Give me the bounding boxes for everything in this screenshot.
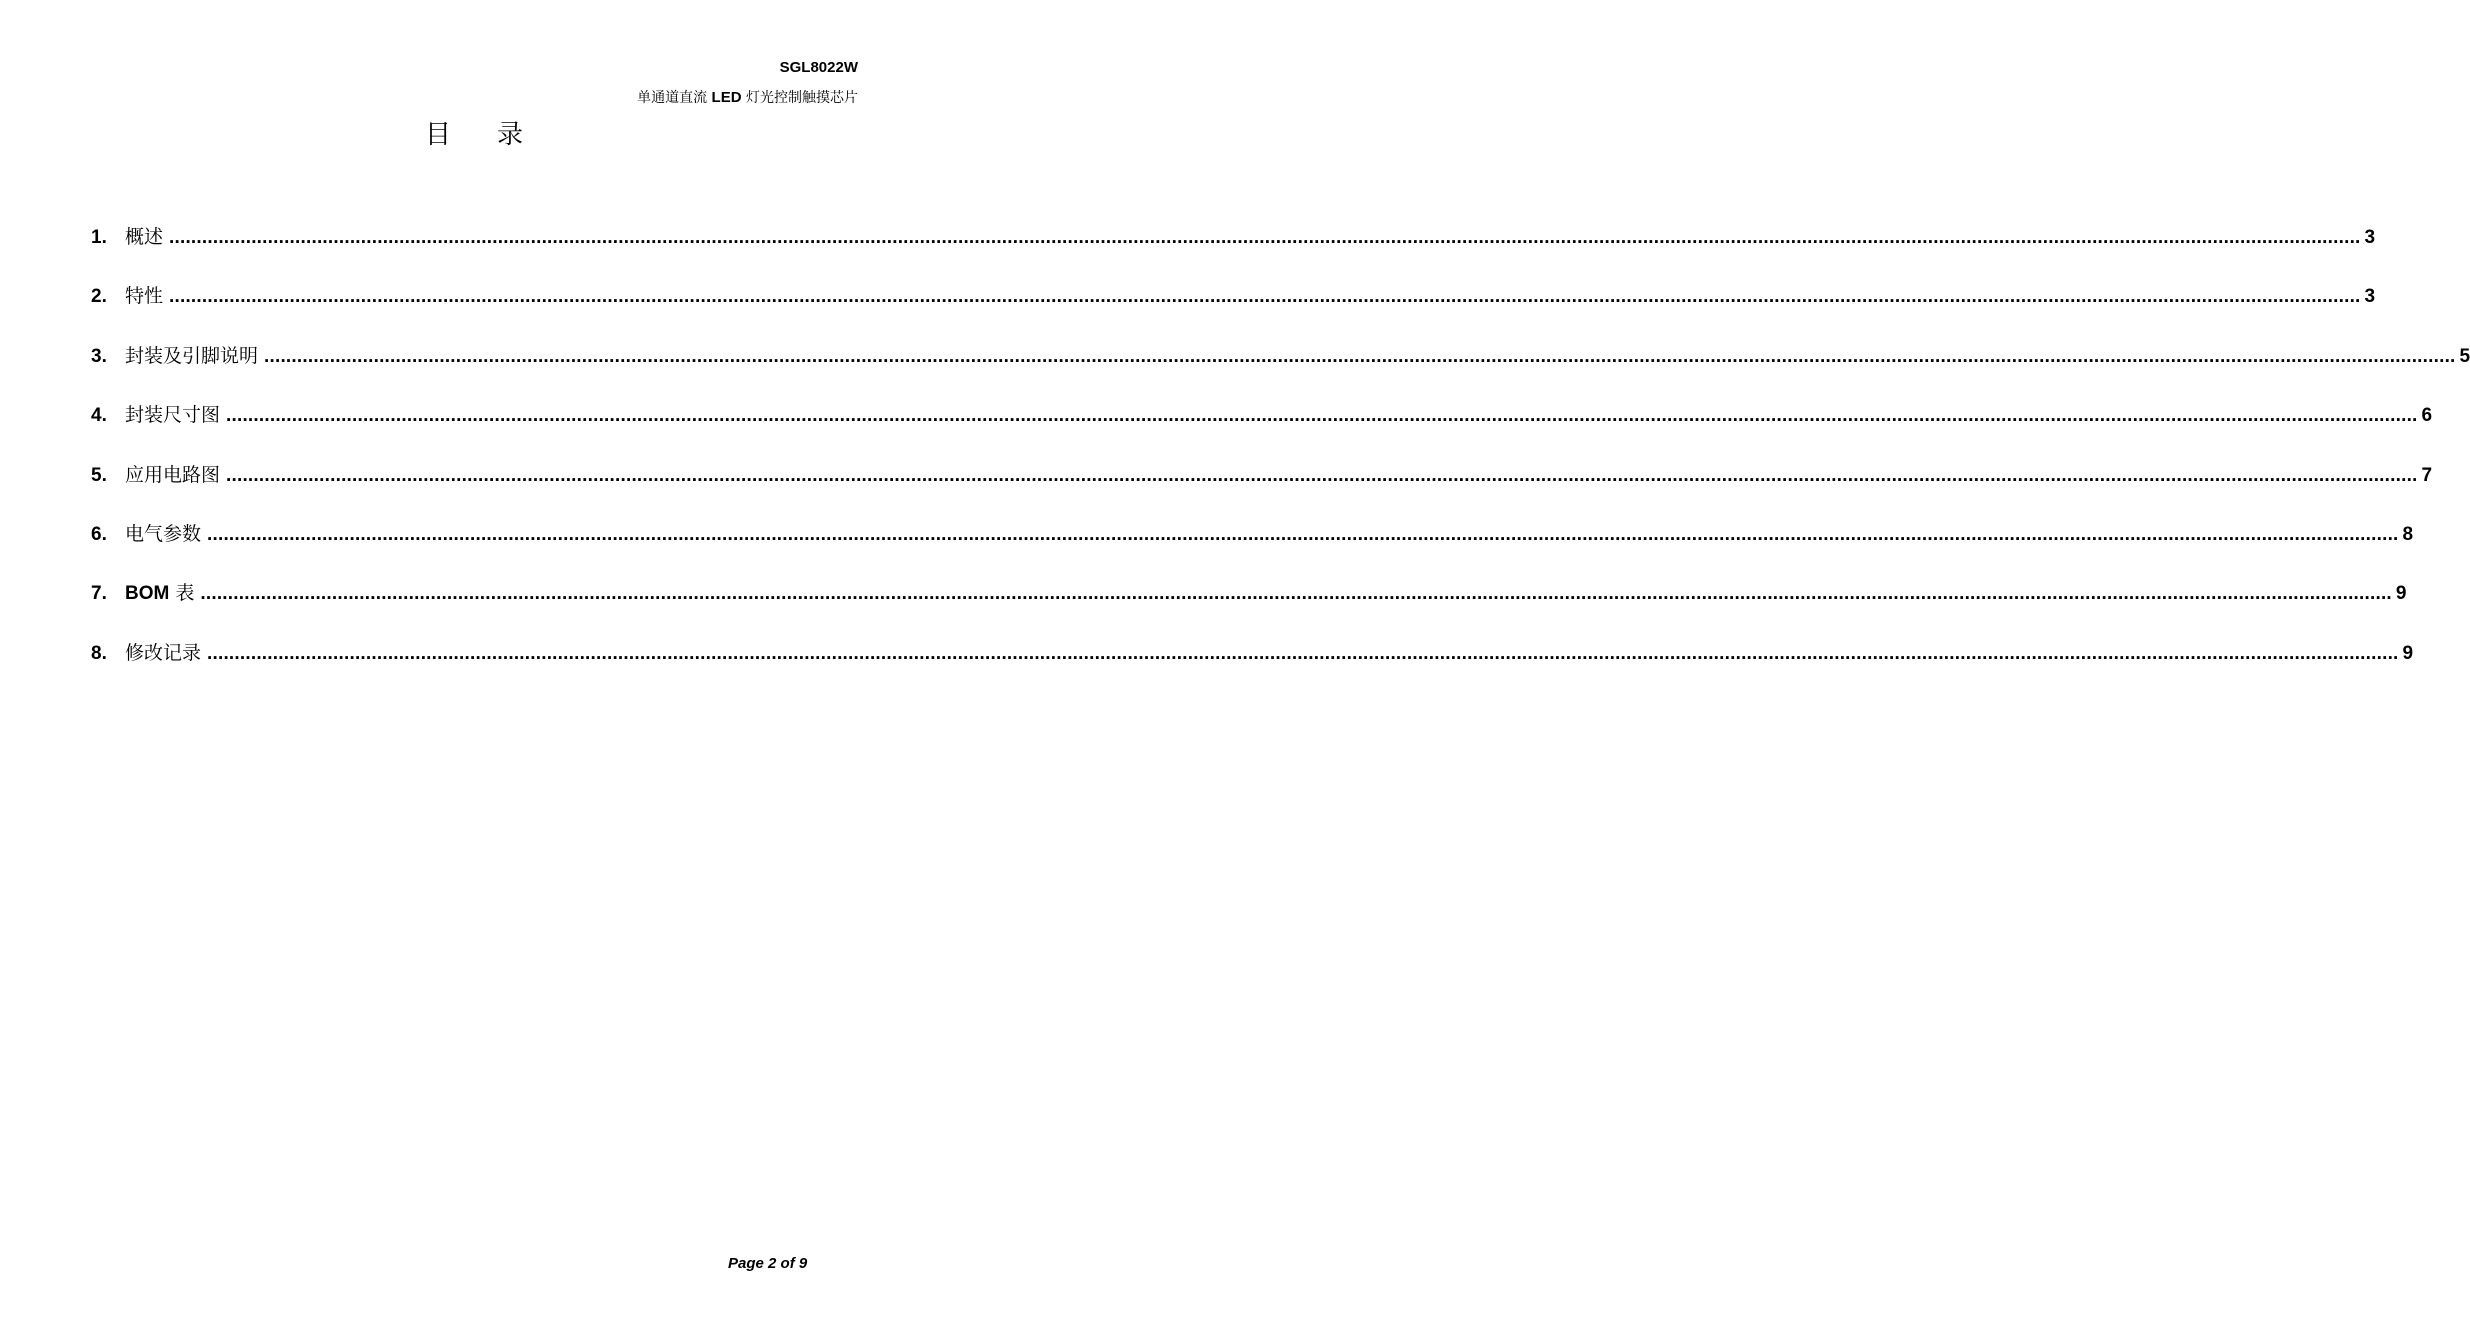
toc-entry-number: 8. — [91, 642, 107, 664]
toc-entry-label — [125, 578, 194, 609]
toc-entry-label-text: 概述 — [125, 226, 164, 248]
toc-entry-page: 3 — [2364, 227, 2376, 248]
toc-leader-dots: ................................................................................................................................................................................................................................................................................................................................................................................................................ — [200, 583, 2392, 605]
toc-leader-dots: ................................................................................................................................................................................................................................................................................................................................................................................................................ — [226, 405, 2418, 427]
toc-entry-label-text: 特性 — [125, 285, 164, 308]
toc-entry[interactable] — [91, 400, 2433, 459]
toc-entry-page: 6 — [2421, 405, 2433, 427]
toc-entry-label-text: 电气参数 — [125, 522, 202, 545]
description-latin: LED — [711, 89, 742, 106]
toc-entry[interactable] — [91, 460, 2433, 519]
toc-entry-label-text: 应用电路图 — [125, 463, 221, 486]
toc-entry-label — [125, 281, 163, 311]
toc-entry-number: 4. — [91, 405, 107, 427]
toc-entry[interactable] — [91, 222, 2376, 281]
product-description — [637, 88, 858, 108]
toc-entry-label-text: 封装及引脚说明 — [125, 344, 259, 367]
toc-entry-label-text: 封装尺寸图 — [125, 404, 221, 427]
toc-entry-label-text: 表 — [175, 582, 195, 605]
description-suffix: 灯光控制触摸芯片 — [746, 90, 858, 106]
toc-leader-dots: ................................................................................................................................................................................................................................................................................................................................................................................................................ — [207, 642, 2399, 664]
description-prefix: 单通道直流 — [637, 90, 708, 106]
toc-entry[interactable] — [91, 281, 2376, 340]
toc-entry-page: 9 — [2402, 642, 2414, 664]
toc-entry-label-latin: BOM — [125, 583, 170, 605]
toc-entry-page: 7 — [2421, 464, 2433, 486]
toc-entry-number: 6. — [91, 523, 107, 545]
page-number: Page 2 of 9 — [728, 1255, 808, 1272]
toc-entry-label — [125, 341, 258, 371]
toc-entry-number: 3. — [91, 345, 107, 367]
toc-leader-dots: ................................................................................................................................................................................................................................................................................................................................................................................................................ — [169, 227, 2361, 248]
toc-title-char-2: 录 — [497, 120, 526, 150]
toc-entry-label — [125, 400, 220, 430]
toc-entry[interactable] — [91, 578, 2407, 637]
product-code: SGL8022W — [779, 59, 858, 76]
toc-entry-label — [125, 519, 201, 549]
toc-entry-number: 5. — [91, 464, 107, 486]
toc-entry-page: 8 — [2402, 523, 2414, 545]
toc-entry-page: 9 — [2395, 583, 2407, 605]
toc-entry-label — [125, 222, 163, 252]
toc-entry-number: 2. — [91, 286, 107, 308]
table-of-contents — [91, 222, 2470, 697]
toc-entry-page: 3 — [2364, 286, 2376, 308]
toc-entry[interactable] — [91, 341, 2470, 400]
toc-title-char-1: 目 — [424, 120, 453, 150]
toc-leader-dots: ................................................................................................................................................................................................................................................................................................................................................................................................................ — [226, 464, 2418, 486]
toc-title — [0, 118, 950, 152]
toc-leader-dots: ................................................................................................................................................................................................................................................................................................................................................................................................................ — [169, 286, 2361, 308]
toc-entry[interactable] — [91, 519, 2414, 578]
toc-entry-label — [125, 638, 201, 668]
toc-entry-number: 7. — [91, 583, 107, 605]
toc-entry[interactable] — [91, 638, 2414, 697]
toc-leader-dots: ................................................................................................................................................................................................................................................................................................................................................................................................................ — [264, 345, 2456, 367]
toc-entry-label — [125, 460, 220, 490]
toc-leader-dots: ................................................................................................................................................................................................................................................................................................................................................................................................................ — [207, 523, 2399, 545]
toc-entry-page: 5 — [2459, 345, 2470, 367]
toc-entry-label-text: 修改记录 — [125, 641, 202, 664]
toc-entry-number: 1. — [91, 227, 107, 248]
